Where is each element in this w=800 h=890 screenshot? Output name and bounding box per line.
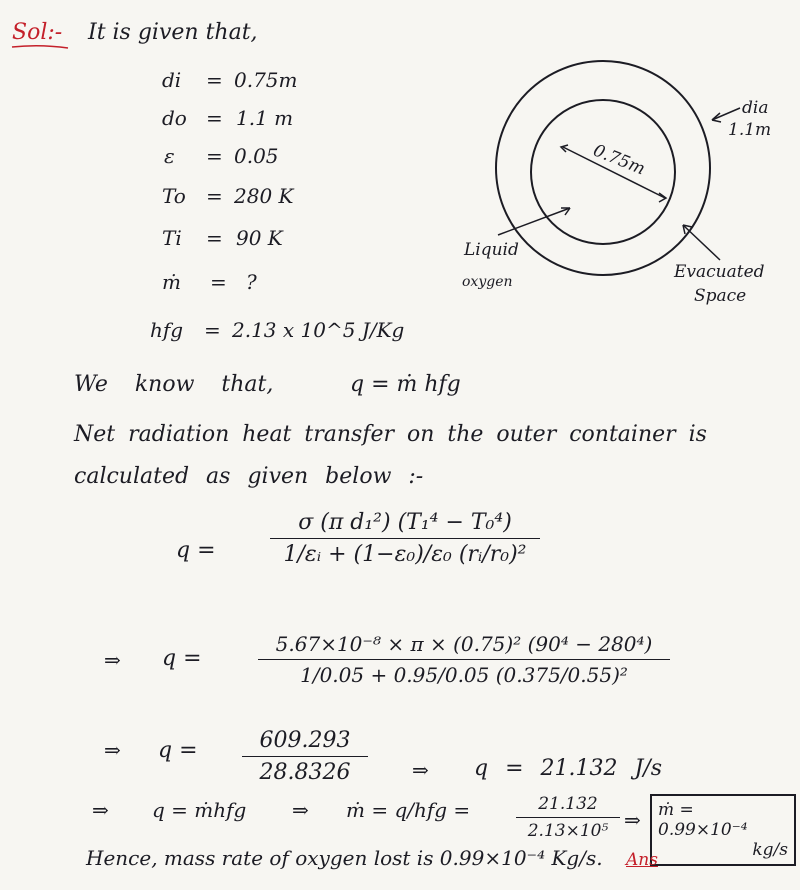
- given-equals: =: [206, 144, 223, 168]
- sol-label: Sol:-: [12, 20, 63, 45]
- formula-denominator: 1/εᵢ + (1−ε₀)/ε₀ (rᵢ/r₀)²: [283, 542, 527, 567]
- formula-lhs: q =: [176, 538, 216, 563]
- step3-numerator: 21.132: [538, 794, 598, 814]
- implies-arrow: ⇒: [624, 808, 641, 832]
- evacuated-label: Evacuated: [674, 262, 765, 282]
- implies-arrow: ⇒: [292, 798, 309, 822]
- dia-leader-line: [712, 108, 740, 120]
- step1-denominator: 1/0.05 + 0.95/0.05 (0.375/0.55)²: [300, 663, 628, 687]
- formula-numerator: σ (π d₁²) (T₁⁴ − T₀⁴): [298, 510, 512, 535]
- step2-lhs: q =: [158, 738, 198, 763]
- given-equals: =: [204, 318, 221, 342]
- final-answer-value: ṁ = 0.99×10⁻⁴: [658, 800, 748, 840]
- given-value: 0.05: [234, 144, 279, 168]
- sol-underline: [10, 44, 70, 50]
- given-equals: =: [206, 68, 223, 92]
- dia-label: dia: [742, 98, 769, 118]
- given-symbol: do: [162, 106, 187, 130]
- given-value: 280 K: [234, 184, 294, 208]
- fraction-bar: [242, 756, 368, 757]
- given-equals: =: [206, 226, 223, 250]
- implies-arrow: ⇒: [412, 758, 429, 782]
- conclusion-text: Hence, mass rate of oxygen lost is 0.99×10⁻⁴ Kg/s.: [86, 846, 603, 870]
- given-value: 1.1 m: [236, 106, 294, 130]
- inner-sphere: [531, 100, 675, 244]
- implies-arrow: ⇒: [92, 798, 109, 822]
- step2-denominator: 28.8326: [259, 760, 351, 785]
- step2-numerator: 609.293: [259, 728, 351, 753]
- given-symbol: hfg: [150, 318, 184, 342]
- liquid-label: Liquid: [464, 240, 519, 260]
- final-answer-unit: kg/s: [752, 840, 788, 860]
- intro-text: It is given that,: [88, 20, 258, 45]
- given-equals: =: [206, 184, 223, 208]
- implies-arrow: ⇒: [104, 648, 121, 672]
- evacuated-leader-line: [683, 225, 720, 260]
- liquid-leader-line: [498, 208, 570, 235]
- given-symbol: Ti: [162, 226, 182, 250]
- step3-eq2: ṁ = q/hfg =: [346, 798, 471, 822]
- step3-denominator: 2.13×10⁵: [527, 821, 609, 841]
- given-value: 90 K: [236, 226, 283, 250]
- we-know-text: We know that,: [74, 372, 274, 397]
- fraction-bar: [258, 659, 670, 660]
- fraction-bar: [516, 817, 620, 818]
- given-equals: =: [206, 106, 223, 130]
- given-value: ?: [246, 270, 257, 294]
- given-equals: =: [210, 270, 227, 294]
- space-label: Space: [694, 286, 747, 306]
- net-radiation-line2: calculated as given below :-: [74, 464, 424, 489]
- step1-fraction: [258, 632, 670, 687]
- step1-lhs: q =: [162, 646, 202, 671]
- step2-fraction: [242, 728, 368, 785]
- given-value: 0.75m: [234, 68, 298, 92]
- step2-result: q = 21.132 J/s: [474, 756, 662, 781]
- oxygen-label: oxygen: [462, 274, 513, 290]
- outer-sphere: [496, 61, 710, 275]
- given-symbol: ε: [164, 144, 175, 168]
- step3-fraction: [516, 794, 620, 841]
- step1-numerator: 5.67×10⁻⁸ × π × (0.75)² (90⁴ − 280⁴): [275, 632, 653, 656]
- final-answer-box: [650, 794, 796, 866]
- implies-arrow: ⇒: [104, 738, 121, 762]
- net-radiation-line1: Net radiation heat transfer on the outer container is: [74, 422, 707, 447]
- step3-eq1: q = ṁhfg: [152, 798, 247, 822]
- outer-diameter-label: 1.1m: [728, 120, 772, 140]
- given-symbol: di: [162, 68, 182, 92]
- ans-label: Ans: [626, 850, 658, 870]
- inner-diameter-label: 0.75m: [590, 140, 648, 180]
- given-symbol: ṁ: [162, 270, 181, 294]
- q-relation: q = ṁ hfg: [350, 372, 461, 397]
- given-symbol: To: [162, 184, 186, 208]
- general-formula-fraction: [270, 510, 540, 567]
- given-value: 2.13 x 10^5 J/Kg: [232, 318, 405, 342]
- fraction-bar: [270, 538, 540, 539]
